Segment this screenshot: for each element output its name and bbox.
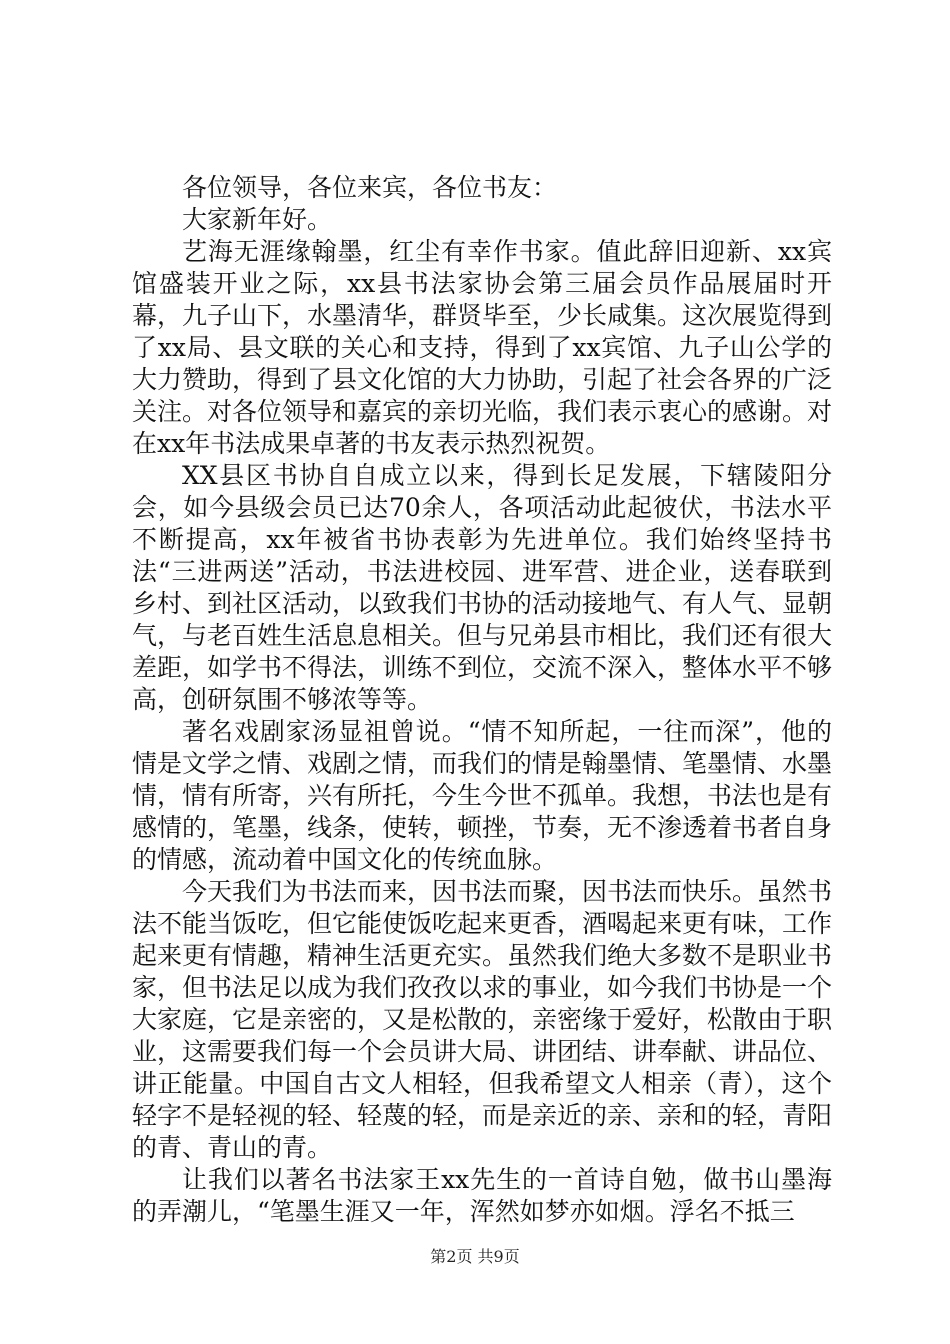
paragraph-greeting: 各位领导，各位来宾，各位书友： bbox=[182, 173, 558, 202]
page-number-footer: 第2页 共9页 bbox=[430, 1247, 520, 1266]
paragraph-new-year: 大家新年好。 bbox=[182, 205, 333, 234]
paragraph-exhibition: 艺海无涯缘翰墨，红尘有幸作书家。值此辞旧迎新、xx宾馆盛装开业之际，xx县书法家协会第三届会员作品展届时开幕，九子山下，水墨清华，群贤毕至，少长咸集。这次展览得到了xx局、县文联的关心和支持，得到了xx宾馆、九子山公学的大力赞助，得到了县文化馆的大力协助，引起了社会各界的广泛关注。对各位领导和嘉宾的亲切光临，我们表示衷心的感谢。对在xx年书法成果卓著的书友表示热烈祝贺。 bbox=[132, 237, 833, 458]
paragraph-association: XX县区书协自自成立以来，得到长足发展，下辖陵阳分会，如今县级会员已达70余人，各项活动此起彼伏，书法水平不断提高，xx年被省书协表彰为先进单位。我们始终坚持书法“三进两送”活动，书法进校园、进军营、进企业，送春联到乡村、到社区活动，以致我们书协的活动接地气、有人气、显朝气，与老百姓生活息息相关。但与兄弟县市相比，我们还有很大差距，如学书不得法，训练不到位，交流不深入，整体水平不够高，创研氛围不够浓等等。 bbox=[132, 461, 833, 714]
paragraph-poem: 让我们以著名书法家王xx先生的一首诗自勉，做书山墨海的弄潮儿，“笔墨生涯又一年，浑然如梦亦如烟。浮名不抵三 bbox=[132, 1165, 832, 1226]
paragraph-calligraphy-joy: 今天我们为书法而来，因书法而聚，因书法而快乐。虽然书法不能当饭吃，但它能使饭吃起来更香，酒喝起来更有味，工作起来更有情趣，精神生活更充实。虽然我们绝大多数不是职业书家，但书法足以成为我们孜孜以求的事业，如今我们书协是一个大家庭，它是亲密的，又是松散的，亲密缘于爱好，松散由于职业，这需要我们每一个会员讲大局、讲团结、讲奉献、讲品位、讲正能量。中国自古文人相轻，但我希望文人相亲（青），这个轻字不是轻视的轻、轻蔑的轻，而是亲近的亲、亲和的轻，青阳的青、青山的青。 bbox=[132, 877, 833, 1162]
paragraph-emotion: 著名戏剧家汤显祖曾说。“情不知所起，一往而深”，他的情是文学之情、戏剧之情，而我们的情是翰墨情、笔墨情、水墨情，情有所寄，兴有所托，今生今世不孤单。我想，书法也是有感情的，笔墨，线条，使转，顿挫，节奏，无不渗透着书者自身的情感，流动着中国文化的传统血脉。 bbox=[132, 717, 833, 874]
document-body bbox=[132, 172, 832, 1228]
